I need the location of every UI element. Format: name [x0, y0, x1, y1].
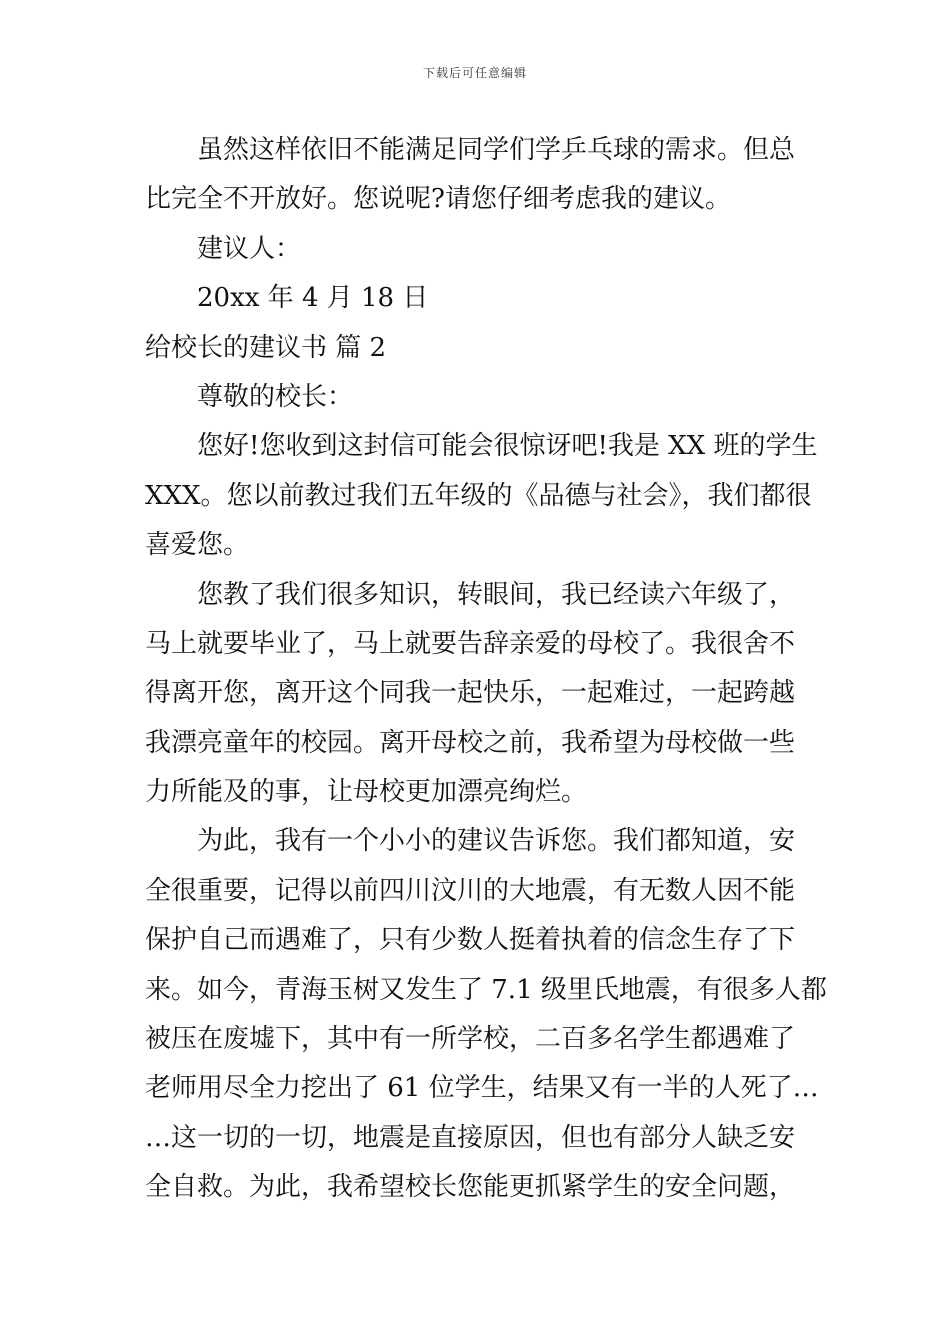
section-title: 给校长的建议书 篇 2	[145, 332, 387, 363]
text-line: 您教了我们很多知识，转眼间，我已经读六年级了，	[197, 579, 796, 610]
document-body	[145, 126, 827, 1213]
text-line: …这一切的一切，地震是直接原因，但也有部分人缺乏安	[145, 1122, 796, 1153]
text-line: 老师用尽全力挖出了 61 位学生，结果又有一半的人死了…	[145, 1073, 819, 1104]
text-line: 被压在废墟下，其中有一所学校，二百多名学生都遇难了	[145, 1024, 796, 1055]
text-line: 全很重要，记得以前四川汶川的大地震，有无数人因不能	[145, 875, 796, 906]
text-line: 力所能及的事，让母校更加漂亮绚烂。	[145, 777, 588, 808]
text-line: 虽然这样依旧不能满足同学们学乒乓球的需求。但总	[197, 135, 796, 165]
text-line: 得离开您，离开这个同我一起快乐，一起难过，一起跨越	[145, 678, 796, 709]
text-line: 马上就要毕业了，马上就要告辞亲爱的母校了。我很舍不	[145, 628, 796, 659]
text-line: 比完全不开放好。您说呢?请您仔细考虑我的建议。	[145, 184, 731, 215]
text-line: 为此，我有一个小小的建议告诉您。我们都知道，安	[197, 826, 796, 857]
text-line: XXX。您以前教过我们五年级的《品德与社会》，我们都很	[145, 480, 812, 511]
page-header: 下载后可任意编辑	[422, 66, 527, 80]
text-line: 保护自己而遇难了，只有少数人挺着执着的信念生存了下	[145, 925, 796, 956]
text-line: 建议人：	[197, 233, 302, 264]
text-line: 您好!您收到这封信可能会很惊讶吧!我是 XX 班的学生	[197, 431, 818, 462]
text-line: 我漂亮童年的校园。离开母校之前，我希望为母校做一些	[145, 727, 796, 758]
salutation: 尊敬的校长：	[197, 381, 354, 412]
text-line: 来。如今，青海玉树又发生了 7.1 级里氏地震，有很多人都	[145, 974, 827, 1005]
text-line: 喜爱您。	[145, 530, 250, 561]
text-line: 全自救。为此，我希望校长您能更抓紧学生的安全问题，	[145, 1172, 796, 1203]
date-line: 20xx 年 4 月 18 日	[197, 283, 429, 314]
